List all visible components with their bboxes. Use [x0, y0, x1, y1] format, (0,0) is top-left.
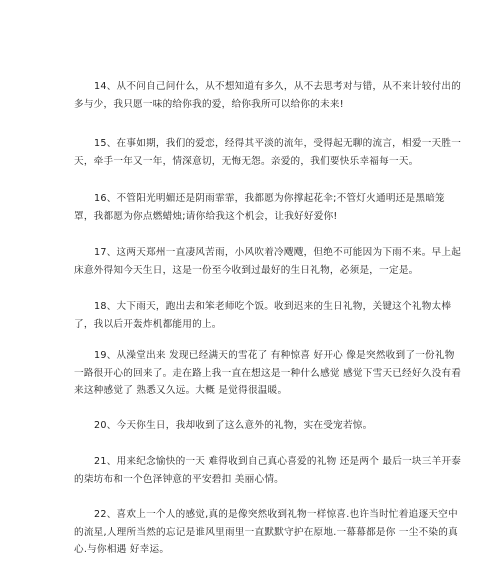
paragraph-18: 18、大下雨天，跑出去和笨老师吃个饭。收到迟来的生日礼物，关键这个礼物太棒了，我以后开轰炸机都能用的上。: [74, 301, 452, 330]
paragraph-16: 16、不管阳光明媚还是阴雨霏霏，我都愿为你撑起花伞;不管灯火通明还是黑暗笼罩，我都愿为你点燃蜡烛;请你给我这个机会，让我好好爱你!: [74, 193, 445, 222]
paragraph-17: 17、这两天郑州一直凄风苦雨，小风吹着冷飕飕，但绝不可能因为下雨不来。早上起床意外得知今天生日，这是一份至今收到过最好的生日礼物，必须是，一定是。: [74, 247, 462, 276]
paragraph-19: 19、从澡堂出来 发现已经满天的雪花了 有种惊喜 好开心 像是突然收到了一份礼物 一路很开心的回来了。走在路上我一直在想这是一种什么感觉 感觉下雪天已经好久没有看来这种感觉了 熟悉又久远。大概 是觉得很温暖。: [74, 350, 462, 396]
paragraph-21: 21、用来纪念愉快的一天 难得收到自己真心喜爱的礼物 还是两个 最后一块三羊开泰的柒坊布和一个色泽钟意的平安碧扣 美丽心情。: [74, 456, 462, 485]
paragraph-15: 15、在事如期，我们的爱恋，经得其平淡的流年，受得起无聊的流言，相爱一天胜一天，牵手一年又一年，情深意切，无悔无怨。亲爱的，我们要快乐幸福每一天。: [74, 138, 462, 167]
paragraph-20: 20、今天你生日，我却收到了这么意外的礼物，实在受宠若惊。: [94, 420, 373, 431]
paragraph-14: 14、从不问自己问什么，从不想知道有多久，从不去思考对与错，从不来计较付出的多与少，我只愿一味的给你我的爱，给你我所可以给你的未来!: [74, 81, 462, 110]
paragraph-22: 22、喜欢上一个人的感觉,真的是像突然收到礼物一样惊喜.也许当时忙着追逐天空中的流星,人理所当然的忘记是谁风里雨里一直默默守护在原地.一幕幕都是你 一尘不染的真心.与你相遇 好幸运。: [74, 509, 458, 555]
